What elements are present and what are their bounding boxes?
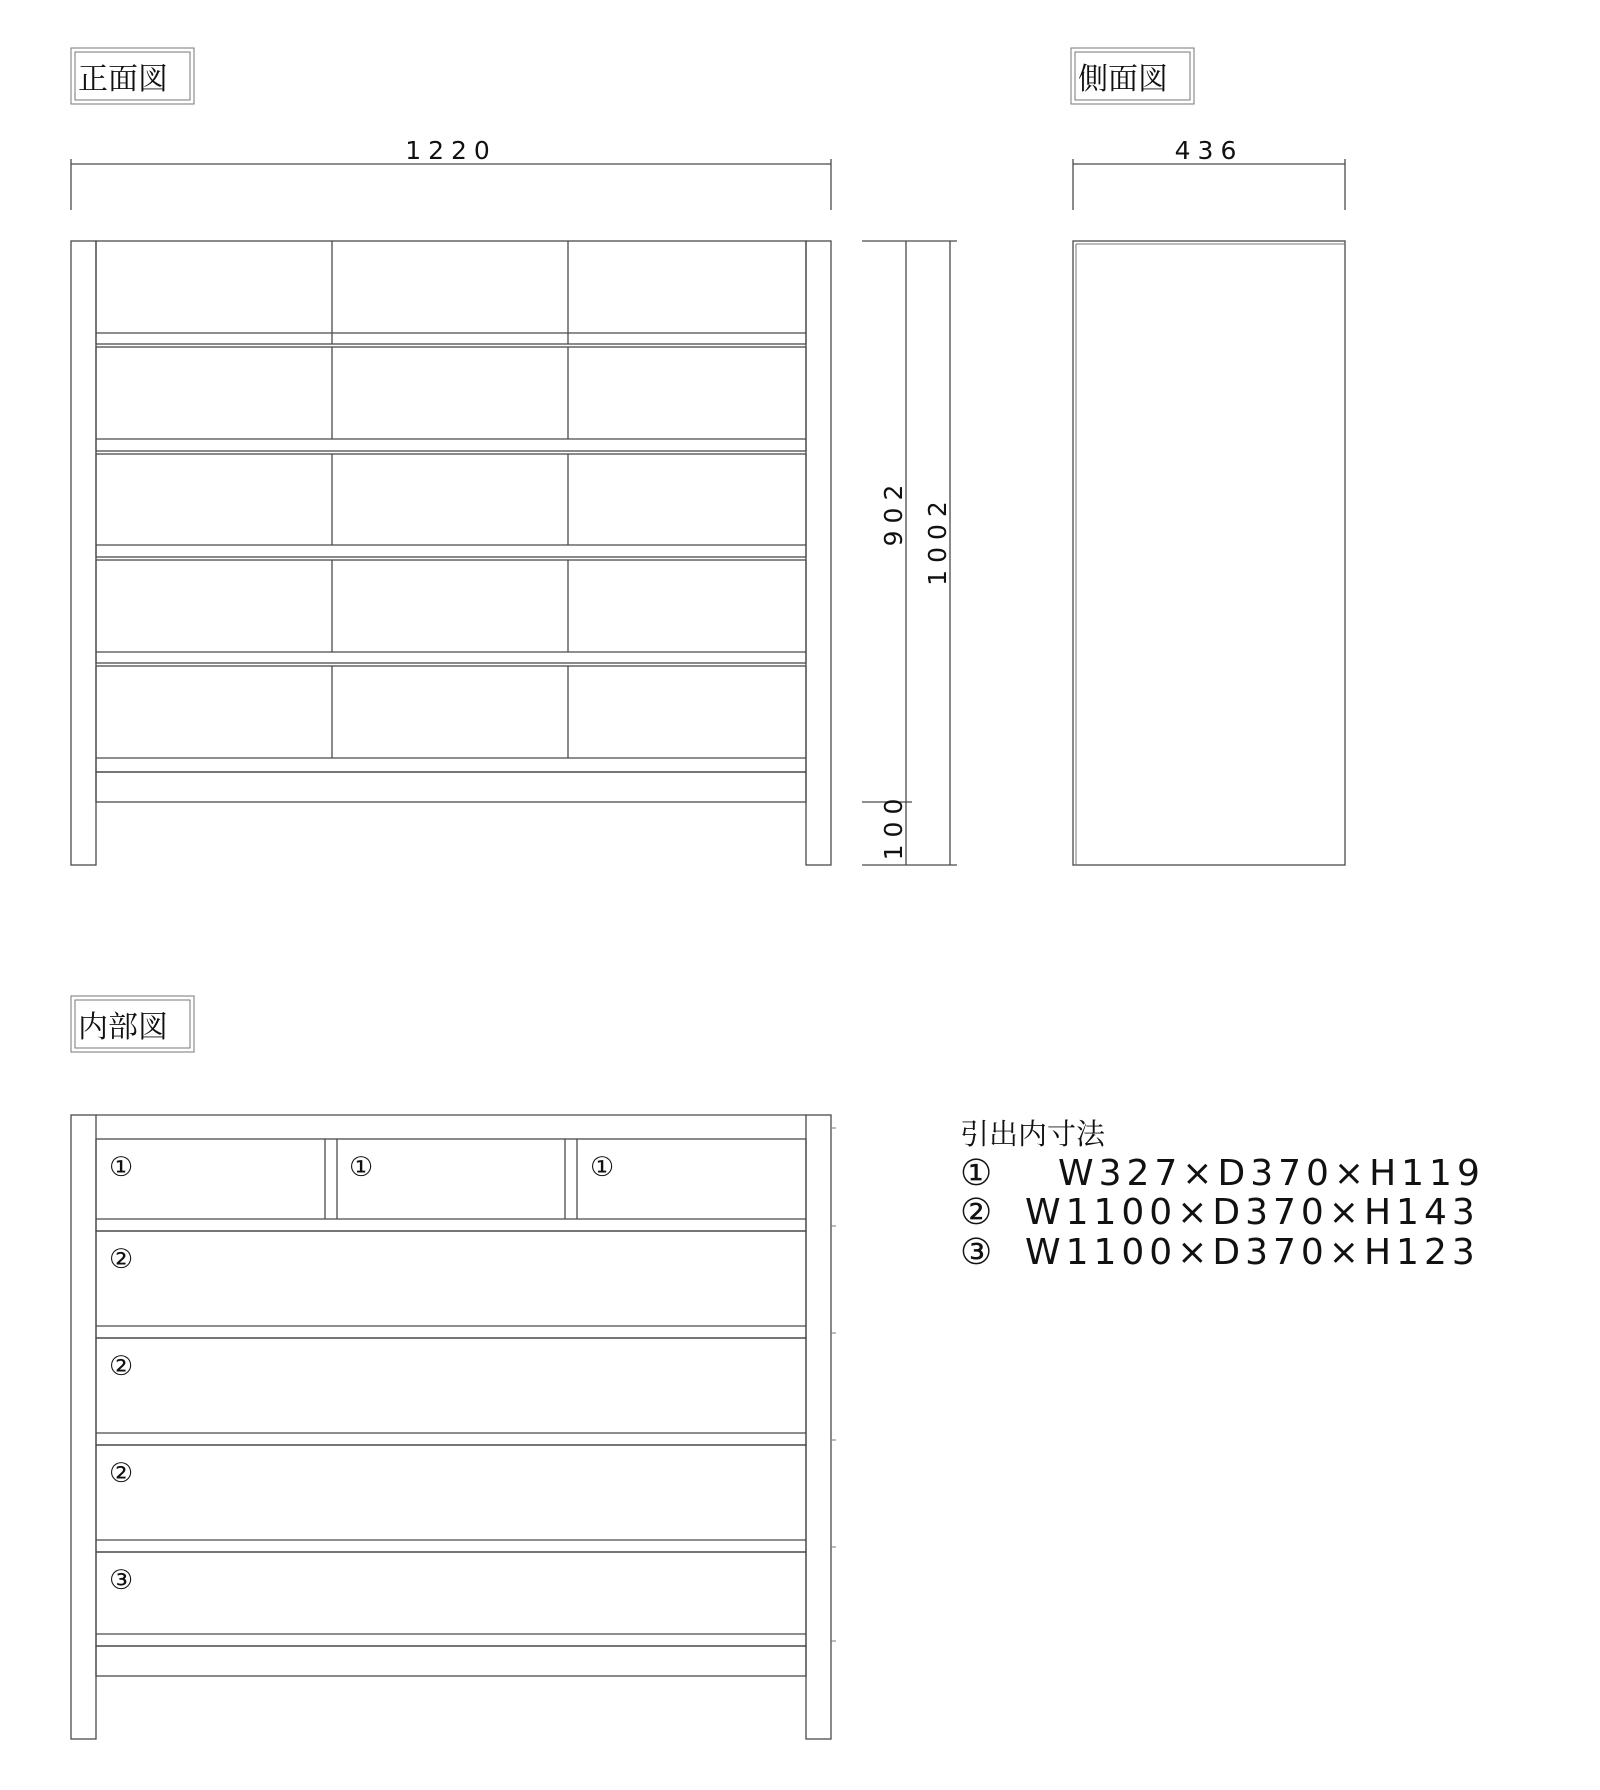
- front-width-label: 1220: [405, 136, 497, 165]
- front-view-title-box: [71, 48, 194, 104]
- side-depth-label: 436: [1174, 136, 1244, 165]
- side-view-title: 側面図: [1078, 62, 1168, 97]
- side-depth-dimension: [1073, 136, 1345, 210]
- interior-right-post: [806, 1115, 831, 1739]
- interior-drawer-label-1c: ①: [590, 1152, 615, 1183]
- base-height-label: 100: [879, 791, 908, 861]
- drawer-spec-table: [960, 1117, 1485, 1273]
- spec-row-1-value: W327×D370×H119: [1058, 1153, 1485, 1194]
- front-view-title: 正面図: [78, 62, 168, 97]
- interior-view-title: 内部図: [78, 1010, 168, 1045]
- spec-row-3-marker: ③: [960, 1232, 998, 1273]
- front-base-rail: [96, 772, 806, 802]
- interior-left-post: [71, 1115, 96, 1739]
- front-view-cabinet: [71, 241, 831, 865]
- interior-view-cabinet: [71, 1115, 836, 1739]
- spec-title: 引出内寸法: [960, 1117, 1106, 1151]
- left-post: [71, 241, 96, 865]
- spec-row-3-value: W1100×D370×H123: [1025, 1232, 1480, 1273]
- spec-row-2-marker: ②: [960, 1192, 998, 1233]
- front-drawer-row-1: [96, 241, 806, 344]
- front-drawer-row-3: [96, 454, 806, 557]
- interior-drawer-label-2b: ②: [109, 1351, 134, 1382]
- interior-drawer-label-3: ③: [109, 1565, 134, 1596]
- front-drawer-row-5: [96, 666, 806, 772]
- height-dimensions: [862, 241, 957, 865]
- front-width-dimension: [71, 136, 831, 210]
- side-view-panel: [1073, 241, 1345, 865]
- spec-row-2-value: W1100×D370×H143: [1025, 1192, 1480, 1233]
- side-view-title-box: [1071, 48, 1194, 104]
- interior-view-title-box: [71, 996, 194, 1052]
- interior-drawer-label-2a: ②: [109, 1244, 134, 1275]
- right-post: [806, 241, 831, 865]
- front-drawer-row-2: [96, 347, 806, 451]
- interior-drawer-label-2c: ②: [109, 1458, 134, 1489]
- spec-row-1-marker: ①: [960, 1153, 998, 1194]
- interior-drawer-label-1b: ①: [349, 1152, 374, 1183]
- interior-drawer-label-1a: ①: [109, 1152, 134, 1183]
- inner-height-label: 902: [879, 477, 908, 547]
- front-drawer-row-4: [96, 560, 806, 663]
- total-height-label: 1002: [923, 494, 952, 586]
